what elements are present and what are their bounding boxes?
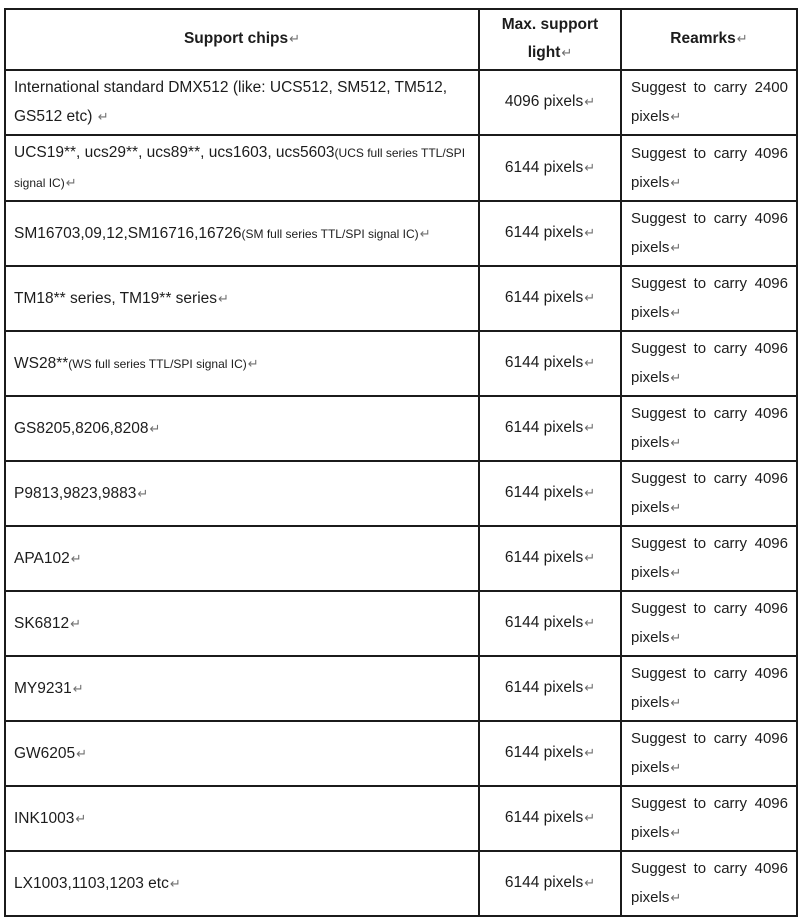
remark-line2-text: pixels (631, 369, 670, 386)
return-mark-icon: ↵ (670, 371, 682, 386)
remark-line2 (631, 363, 788, 393)
max-light-value: 6144 pixels (504, 874, 584, 891)
return-mark-icon: ↵ (75, 811, 87, 827)
return-mark-icon: ↵ (670, 306, 682, 321)
remark-cell (621, 331, 797, 396)
return-mark-icon: ↵ (584, 876, 596, 891)
remark-line2 (631, 818, 788, 848)
chips-small-note: (SM full series TTL/SPI signal IC) (241, 226, 419, 241)
remark-line2 (631, 753, 788, 783)
remark-line1: Suggest to carry 4096 (631, 665, 788, 682)
max-light-value: 6144 pixels (504, 289, 584, 306)
chips-cell (5, 526, 479, 591)
remark-line2 (631, 168, 788, 198)
document-page (0, 8, 801, 906)
max-light-value: 6144 pixels (504, 484, 584, 501)
header-max-support-light (479, 9, 621, 70)
remark-line1: Suggest to carry 4096 (631, 730, 788, 747)
chips-cell (5, 851, 479, 916)
chips-text: MY9231 (14, 679, 72, 697)
chips-cell (5, 786, 479, 851)
table-row (5, 201, 797, 266)
chips-cell (5, 201, 479, 266)
remark-cell (621, 656, 797, 721)
remark-cell (621, 591, 797, 656)
max-light-cell (479, 266, 621, 331)
remark-line2 (631, 428, 788, 458)
max-light-value: 6144 pixels (504, 158, 584, 176)
remark-cell (621, 135, 797, 201)
chips-text: SK6812 (14, 614, 70, 632)
remark-line2 (631, 493, 788, 523)
return-mark-icon: ↵ (584, 811, 596, 826)
remark-line2 (631, 233, 788, 263)
max-light-cell (479, 786, 621, 851)
remark-line2 (631, 623, 788, 653)
return-mark-icon: ↵ (670, 501, 682, 516)
return-mark-icon: ↵ (561, 46, 573, 61)
max-light-cell (479, 851, 621, 916)
remark-line2-text: pixels (631, 694, 670, 711)
remark-line2 (631, 298, 788, 328)
max-light-cell (479, 656, 621, 721)
remark-cell (621, 266, 797, 331)
return-mark-icon: ↵ (670, 241, 682, 256)
remark-line2 (631, 883, 788, 913)
table-row (5, 526, 797, 591)
max-light-value: 6144 pixels (504, 224, 584, 241)
remark-line1: Suggest to carry 4096 (631, 795, 788, 812)
table-row (5, 331, 797, 396)
return-mark-icon: ↵ (584, 226, 596, 241)
return-mark-icon: ↵ (584, 551, 596, 566)
return-mark-icon: ↵ (670, 631, 682, 646)
remark-cell (621, 461, 797, 526)
remark-line1: Suggest to carry 4096 (631, 535, 788, 552)
chips-text: WS28** (14, 354, 69, 372)
max-light-value: 6144 pixels (504, 549, 584, 566)
return-mark-icon: ↵ (670, 761, 682, 776)
remark-cell (621, 70, 797, 135)
remark-line2-text: pixels (631, 304, 670, 321)
chips-small-note: (WS full series TTL/SPI signal IC) (68, 356, 247, 371)
return-mark-icon: ↵ (584, 746, 596, 761)
chips-text: APA102 (14, 549, 70, 567)
header-max-support-line2 (481, 39, 619, 68)
chips-small-note: (UCS full series TTL/SPI signal IC) (14, 146, 466, 190)
max-light-cell (479, 461, 621, 526)
chips-cell (5, 721, 479, 786)
remark-line1: Suggest to carry 4096 (631, 340, 788, 357)
remark-cell (621, 721, 797, 786)
remark-line2-text: pixels (631, 434, 670, 451)
table-row (5, 591, 797, 656)
chips-cell (5, 70, 479, 135)
return-mark-icon: ↵ (670, 110, 682, 125)
max-light-cell (479, 396, 621, 461)
return-mark-icon: ↵ (736, 32, 748, 47)
max-light-cell (479, 201, 621, 266)
chips-cell (5, 396, 479, 461)
chips-text: P9813,9823,9883 (14, 484, 137, 502)
table-row (5, 786, 797, 851)
return-mark-icon: ↵ (584, 421, 596, 436)
chips-text: UCS19**, ucs29**, ucs89**, ucs1603, ucs5603 (14, 144, 335, 161)
remark-line2 (631, 558, 788, 588)
header-remarks-label: Reamrks (670, 30, 736, 47)
header-light-label: light (527, 44, 561, 61)
max-light-value: 6144 pixels (504, 614, 584, 631)
table-body (5, 70, 797, 916)
remark-line1: Suggest to carry 4096 (631, 210, 788, 227)
remark-line2-text: pixels (631, 759, 670, 776)
remark-line1: Suggest to carry 4096 (631, 144, 788, 162)
header-support-chips (5, 9, 479, 70)
return-mark-icon: ↵ (584, 486, 596, 501)
max-light-value: 6144 pixels (504, 744, 584, 761)
max-light-value: 6144 pixels (504, 679, 584, 696)
remark-line2-text: pixels (631, 629, 670, 646)
header-row (5, 9, 797, 70)
chips-cell (5, 656, 479, 721)
return-mark-icon: ↵ (670, 891, 682, 906)
return-mark-icon: ↵ (584, 681, 596, 696)
table-row (5, 70, 797, 135)
table-row (5, 396, 797, 461)
return-mark-icon: ↵ (670, 436, 682, 451)
return-mark-icon: ↵ (76, 746, 88, 762)
return-mark-icon: ↵ (65, 176, 77, 191)
chips-cell (5, 135, 479, 201)
remark-line1: Suggest to carry 2400 (631, 79, 788, 96)
header-max-support-label: Max. support (501, 16, 599, 33)
remark-line2-text: pixels (631, 108, 670, 125)
remark-cell (621, 851, 797, 916)
return-mark-icon: ↵ (584, 95, 596, 110)
chips-cell (5, 331, 479, 396)
table-row (5, 266, 797, 331)
return-mark-icon: ↵ (97, 110, 109, 125)
remark-line2-text: pixels (631, 173, 670, 191)
return-mark-icon: ↵ (670, 175, 682, 191)
return-mark-icon: ↵ (670, 566, 682, 581)
max-light-value: 6144 pixels (504, 419, 584, 436)
remark-line2-text: pixels (631, 889, 670, 906)
return-mark-icon: ↵ (670, 826, 682, 841)
return-mark-icon: ↵ (419, 226, 431, 242)
table-row (5, 851, 797, 916)
remark-line1: Suggest to carry 4096 (631, 470, 788, 487)
return-mark-icon: ↵ (584, 291, 596, 306)
remark-line2 (631, 688, 788, 718)
return-mark-icon: ↵ (584, 616, 596, 631)
remark-line2-text: pixels (631, 824, 670, 841)
return-mark-icon: ↵ (584, 160, 596, 176)
max-light-value: 4096 pixels (504, 93, 584, 110)
table-row (5, 656, 797, 721)
max-light-cell (479, 721, 621, 786)
chips-text: GW6205 (14, 744, 76, 762)
remark-cell (621, 526, 797, 591)
table-row (5, 135, 797, 201)
header-max-support-line1 (481, 11, 619, 39)
remark-line2-text: pixels (631, 499, 670, 516)
return-mark-icon: ↵ (218, 291, 229, 307)
remark-line1: Suggest to carry 4096 (631, 405, 788, 422)
return-mark-icon: ↵ (137, 486, 149, 502)
max-light-cell (479, 70, 621, 135)
remark-line1: Suggest to carry 4096 (631, 275, 788, 292)
remark-line1: Suggest to carry 4096 (631, 860, 788, 877)
header-remarks (621, 9, 797, 70)
header-support-chips-label: Support chips (183, 30, 289, 47)
return-mark-icon: ↵ (289, 32, 301, 47)
return-mark-icon: ↵ (670, 696, 682, 711)
chips-cell (5, 591, 479, 656)
remark-line2 (631, 102, 788, 132)
chips-text: LX1003,1103,1203 etc (14, 874, 169, 892)
remark-line2-text: pixels (631, 564, 670, 581)
return-mark-icon: ↵ (70, 551, 82, 567)
chips-cell (5, 461, 479, 526)
max-light-cell (479, 526, 621, 591)
return-mark-icon: ↵ (584, 356, 596, 371)
remark-line1: Suggest to carry 4096 (631, 600, 788, 617)
chips-text: INK1003 (14, 809, 75, 827)
max-light-value: 6144 pixels (504, 809, 584, 826)
table-row (5, 721, 797, 786)
chips-text: GS8205,8206,8208 (14, 419, 149, 437)
return-mark-icon: ↵ (70, 616, 82, 632)
remark-line2-text: pixels (631, 239, 670, 256)
remark-cell (621, 786, 797, 851)
max-light-cell (479, 331, 621, 396)
table-row (5, 461, 797, 526)
return-mark-icon: ↵ (149, 421, 161, 437)
chips-text: TM18** series, TM19** series (14, 289, 218, 307)
support-chips-table (4, 8, 798, 917)
max-light-cell (479, 591, 621, 656)
max-light-cell (479, 135, 621, 201)
max-light-value: 6144 pixels (504, 354, 584, 371)
chips-text: International standard DMX512 (like: UCS512, SM512, TM512, GS512 etc) (14, 79, 448, 125)
return-mark-icon: ↵ (247, 356, 259, 372)
remark-cell (621, 201, 797, 266)
remark-cell (621, 396, 797, 461)
return-mark-icon: ↵ (72, 681, 84, 697)
return-mark-icon: ↵ (169, 876, 181, 892)
chips-text: SM16703,09,12,SM16716,16726 (14, 224, 242, 242)
chips-cell (5, 266, 479, 331)
